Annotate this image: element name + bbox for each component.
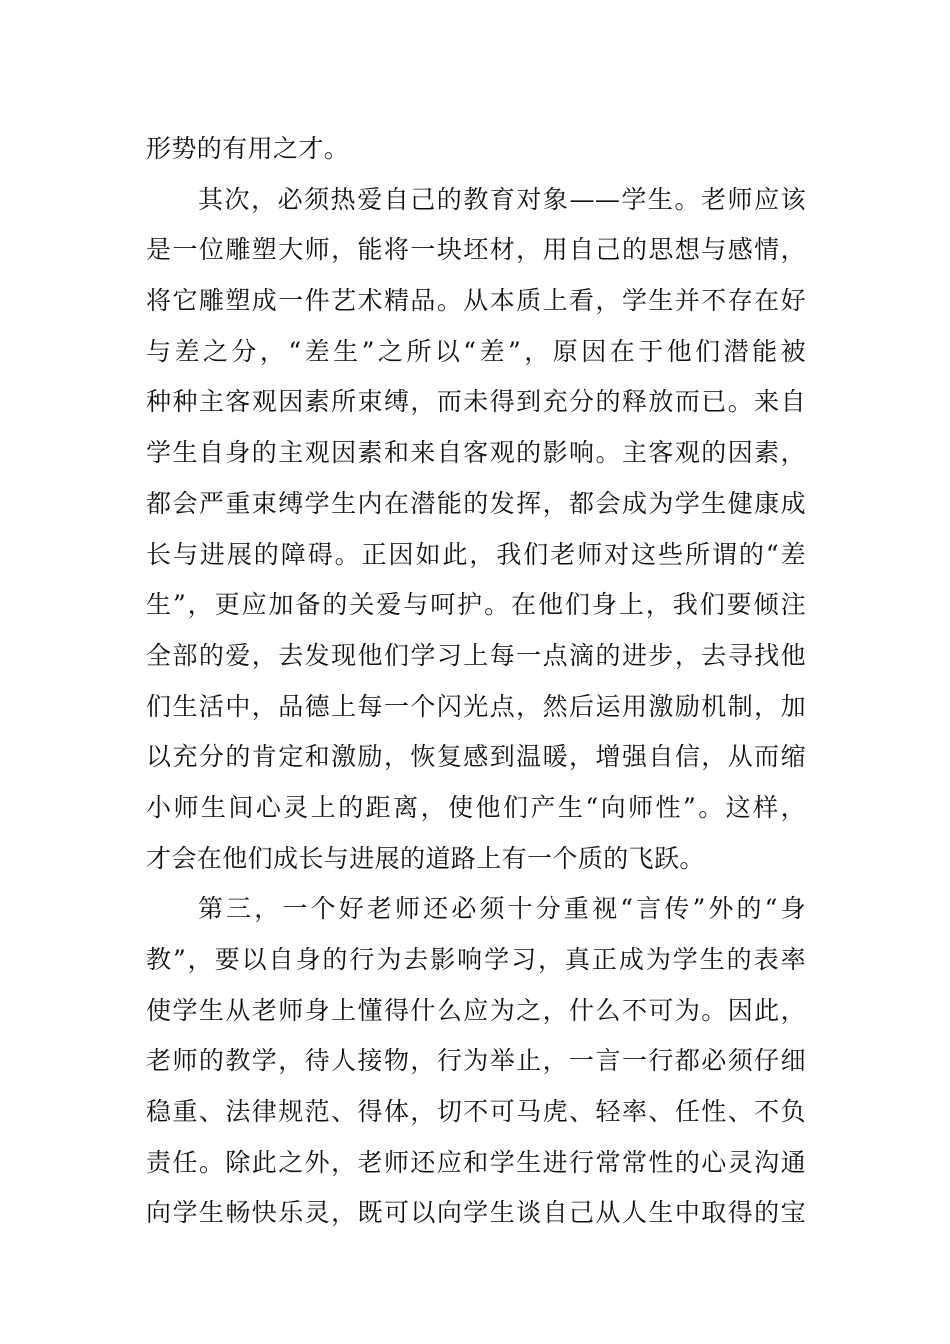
- text-line-19: 老师的教学，待人接物，行为举止，一言一行都必须仔细: [146, 1046, 806, 1076]
- text-line-4: 将它雕塑成一件艺术精品。从本质上看，学生并不存在好: [146, 286, 806, 316]
- text-line-5: 与差之分，“差生”之所以“差”，原因在于他们潜能被: [146, 336, 806, 366]
- text-line-22: 向学生畅快乐灵，既可以向学生谈自己从人生中取得的宝: [146, 1198, 806, 1228]
- text-line-14: 小师生间心灵上的距离，使他们产生“向师性”。这样，: [146, 792, 806, 822]
- text-line-3: 是一位雕塑大师，能将一块坯材，用自己的思想与感情，: [146, 235, 806, 265]
- text-line-2: 其次，必须热爱自己的教育对象——学生。老师应该: [198, 184, 806, 214]
- text-line-16: 第三，一个好老师还必须十分重视“言传”外的“身: [198, 894, 806, 924]
- text-line-12: 们生活中，品德上每一个闪光点，然后运用激励机制，加: [146, 691, 806, 721]
- text-line-1: 形势的有用之才。: [146, 134, 350, 163]
- text-line-6: 种种主客观因素所束缚，而未得到充分的释放而已。来自: [146, 387, 806, 417]
- text-line-11: 全部的爱，去发现他们学习上每一点滴的进步，去寻找他: [146, 640, 806, 670]
- text-line-13: 以充分的肯定和激励，恢复感到温暖，增强自信，从而缩: [146, 742, 806, 772]
- text-line-9: 长与进展的障碍。正因如此，我们老师对这些所谓的“差: [146, 539, 806, 569]
- text-line-15: 才会在他们成长与进展的道路上有一个质的飞跃。: [146, 843, 705, 873]
- text-line-7: 学生自身的主观因素和来自客观的影响。主客观的因素，: [146, 438, 806, 468]
- text-line-10: 生”，更应加备的关爱与呵护。在他们身上，我们要倾注: [146, 590, 806, 620]
- text-line-17: 教”，要以自身的行为去影响学习，真正成为学生的表率: [146, 945, 806, 974]
- text-line-21: 责任。除此之外，老师还应和学生进行常常性的心灵沟通: [146, 1147, 806, 1177]
- text-line-18: 使学生从老师身上懂得什么应为之，什么不可为。因此，: [146, 995, 806, 1025]
- text-line-8: 都会严重束缚学生内在潜能的发挥，都会成为学生健康成: [146, 488, 806, 518]
- document-text: [146, 124, 806, 1239]
- text-line-20: 稳重、法律规范、得体，切不可马虎、轻率、任性、不负: [146, 1097, 806, 1127]
